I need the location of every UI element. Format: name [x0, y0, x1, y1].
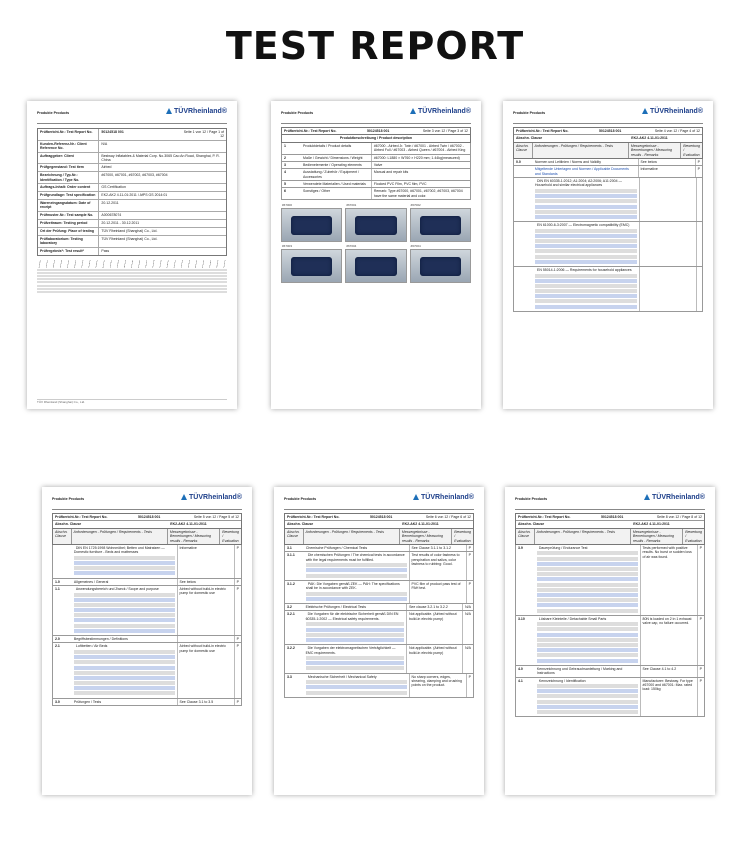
page-footer: TÜV Rheinland (Shanghai) Co., Ltd.	[37, 399, 227, 405]
airbed-photo: #67002	[410, 208, 471, 242]
cover-table: Prüfbericht-Nr.: Test Report No. 50124518 001 Seite 1 von 12 / Page 1 of 12 Kunden-Referenz-Nr.: Client Reference No. N/A Auftraggeber: Client Bestway Inflatables & Material Corp. No.3065 Cao An Road, Shanghai, P. R. China Prüfgegenstand: Test item Airbed Bezeichnung / Typ-Nr.: Identification / Type No. #67000, #67001, #67002, #67003, #67004 Auftrags-Inhalt: Order content GS Certification Prüfgrundlage: Test specification EK2-AK2 4.11-01:2011 / AfPS GS 2014:01 Wareneingangsdatum: Date of receipt 20.12.2011 Prüfmuster-Nr.: Test sample No. A000678074 Prüfzeitraum: Testing period 20.12.2011 - 30.12.2011 Ort der Prüfung: Place of testing TÜV Rheinland (Shanghai) Co., Ltd. Prüflaboratorium: Testing laboratory TÜV Rheinland (Shanghai) Co., Ltd. Prüfergebnis*: Test result* Pass	[37, 128, 227, 256]
report-page-3: Produkte Products TÜVRheinland® Prüfbericht-Nr.: Test Report No. 50124518 001 Seite 3 von 12 / Page 3 of 12 Produktbeschreibung / Product description 1 Produktdetails / Product details #67000 - Airbed Jr. Twin / #67001 - Airbed Twin / #67002 - Airbed Full / #67003 - Airbed Queen / #67004 - Airbed King 2 Maße / Gewicht / Dimensions / Weight #67000: L1880 × W760 × H220 mm; 1.44kg(measured) 3 Bedienelemente / Operating elements Valve 4 Ausstattung / Zubehör / Equipment / Accessories Manual and repair kits 5 Verwendete Materialien / Used materials Flocked PVC Film, PVC film, PVC 6 Sonstiges / Other Remark: Type #67000, #67001, #67002, #67003, #67004 have the same material and color. #67000 #67001 #67002 #67003 #67004 #67004	[271, 101, 481, 409]
tuv-triangle-icon	[181, 494, 187, 500]
page-title: TEST REPORT	[225, 24, 525, 68]
report-page-6: Produkte Products TÜVRheinland® Prüfbericht-Nr.: Test Report No. 50124518 001 Seite 6 von 12 / Page 6 of 12 Abschn. Clause EK2-AK2 4.11-01:2011 Abschn. Clause Anforderungen - Prüfungen / Requirements - Tests Messergebnisse - Bemerkungen / Measuring results - Remarks Bewertung / Evaluation 3.1 Chemische Prüfungen / Chemical Tests See Clause 3.1.1 to 3.1.2 P 3.1.1 Die chemischen Prüfungen / The chemical tests in accordance with the legal requirements must be fulfilled. Test results of color fastness to perspiration and saliva, color fastness to rubbing: Good. P 3.1.2 PAK: Die Vorgaben gemäß ZEK — PAH: The specifications shall be in accordance with ZEK. PVC film of product pass test of PAH test. P 3.2 Elektrische Prüfungen / Electrical Tests See clause 3.2.1 to 3.2.2 N/A 3.2.1 Die Vorgaben für die elektrische Sicherheit gemäß DIN EN 60335-1:2002 — Electrical safety requirements. Not applicable. (Airbed without build-in electric pump) N/A 3.2.2 Die Vorgaben der elektromagnetischen Verträglichkeit — EMC requirements. Not applicable. (Airbed without build-in electric pump) N/A 3.3 Mechanische Sicherheit / Mechanical Safety No sharp corners, edges, shearing, clamping and crushing points on the product. P	[274, 487, 484, 795]
report-page-5: Produkte Products TÜVRheinland® Prüfbericht-Nr.: Test Report No. 50124518 001 Seite 5 von 12 / Page 5 of 12 Abschn. Clause EK2-AK2 4.11-01:2011 Abschn. Clause Anforderungen - Prüfungen / Requirements - Tests Messergebnisse - Bemerkungen / Measuring results - Remarks Bewertung / Evaluation DIN EN 1725:1998 Wohnmöbel; Betten und Matratzen — Domestic furniture - Beds and mattresses Informative P 1.0 Allgemeines / General See below P 1.1 Anwendungsbereich und Zweck / Scope and purpose Airbed without build-in electric pump for domestic use P 2.0 Begriffsbestimmungen / Definitions P 2.1 Luftbetten / Air Beds Airbed without build-in electric pump for domestic use P 3.0 Prüfungen / Tests See Clause 3.1 to 3.5 P	[42, 487, 252, 795]
airbed-photo: #67000	[281, 208, 342, 242]
report-page-1	[27, 101, 237, 409]
tuv-triangle-icon	[413, 494, 419, 500]
airbed-photo: #67004	[345, 249, 406, 283]
product-photos	[281, 203, 471, 283]
report-page-8: Produkte Products TÜVRheinland® Prüfbericht-Nr.: Test Report No. 50124518 001 Seite 8 von 12 / Page 8 of 12 Abschn. Clause EK2-AK2 4.11-01:2011 Abschn. Clause Anforderungen - Prüfungen / Requirements - Tests Messergebnisse - Bemerkungen / Measuring results - Remarks Bewertung / Evaluation 3.9 Dauerprüfung / Endurance Test Tests performed with positive results. No burst or sudden loss of air was found. P 3.10 Lösbare Kleinteile / Detachable Small Parts 80N is loaded on 2 in 1 exhaust valve cap, no failure occurred. P 4.0 Kennzeichnung und Gebrauchsanleitung / Marking and Instructions See Clause 4.1 to 4.2 P 4.1 Kennzeichnung / Identification Manufacturer: Bestway. For type #67000 and #67001: Max. rated load: 150kg P	[505, 487, 715, 795]
tuv-logo: TÜVRheinland®	[166, 108, 227, 117]
tuv-triangle-icon	[644, 494, 650, 500]
signature-block	[37, 260, 227, 294]
airbed-photo: #67001	[345, 208, 406, 242]
valve-photo: #67004	[410, 249, 471, 283]
section-title: Produktbeschreibung / Product description	[281, 135, 471, 142]
signature-image	[37, 260, 227, 268]
product-label: Produkte Products	[37, 111, 70, 115]
airbed-photo: #67003	[281, 249, 342, 283]
report-page-4: Produkte Products TÜVRheinland® Prüfbericht-Nr.: Test Report No. 50124518 001 Seite 4 von 12 / Page 4 of 12 Abschn. Clause EK2-AK2 4.11-01:2011 Abschn. Clause Anforderungen - Prüfungen / Requirements - Tests Messergebnisse - Bemerkungen / Measuring results - Remarks Bewertung / Evaluation 0.0 Normen und Leitlinien / Norms and Validity See below P Mitgeltende Unterlagen und Normen / Applicable Documents and Standards Informative P DIN EN 60335-1:2012; A1:2004; A2:2006; A11:2004 — Household and similar electrical appliances EN 61000-6-3:2007 — Electromagnetic compatibility (EMC) EN 55014-1:2006 — Requirements for household appliances	[503, 101, 713, 409]
tuv-triangle-icon	[166, 108, 172, 114]
tuv-triangle-icon	[642, 108, 648, 114]
tuv-triangle-icon	[410, 108, 416, 114]
